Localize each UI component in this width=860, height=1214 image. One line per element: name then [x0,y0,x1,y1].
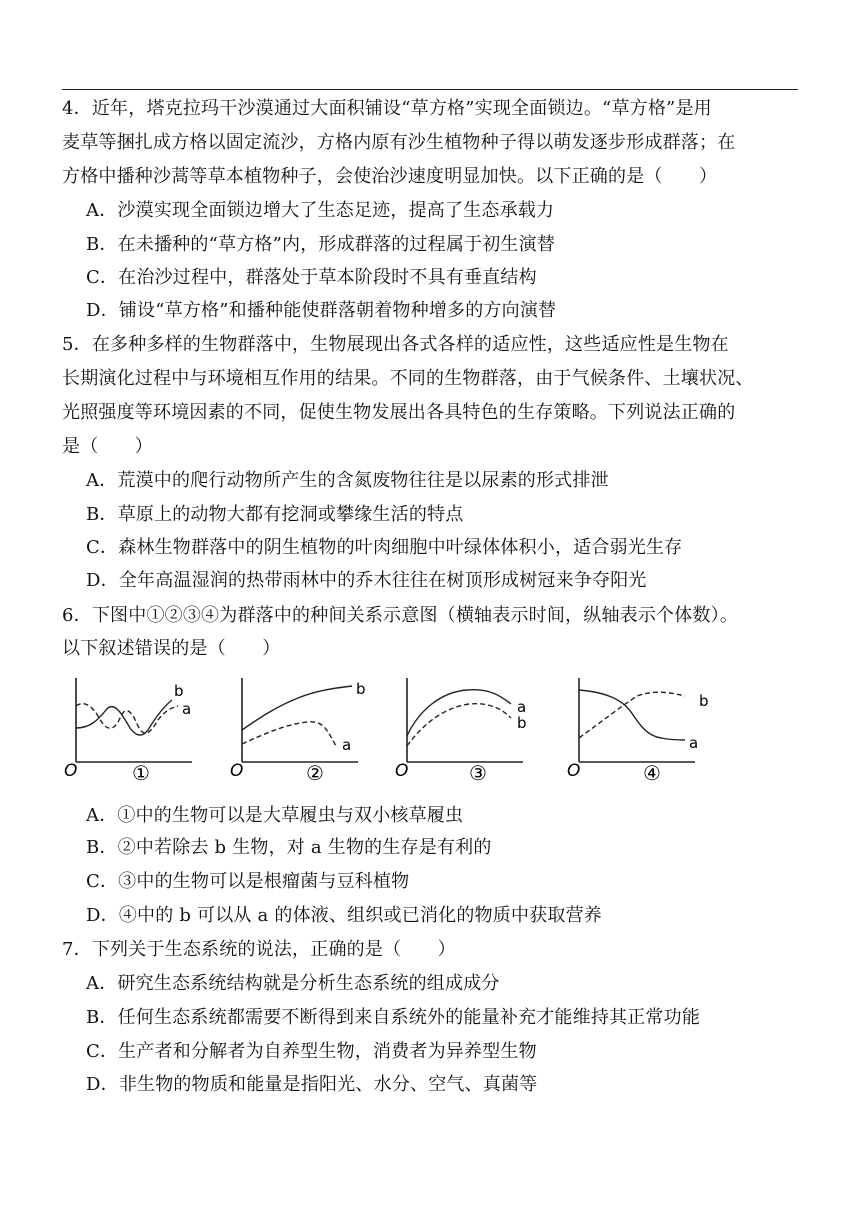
q6-stem-line-2: 以下叙述错误的是（ ） [62,638,281,659]
label-a: a [182,700,192,718]
figure-number: ② [306,761,324,785]
header-rule [62,89,798,90]
q5-stem-line-3: 光照强度等环境因素的不同，促使生物发展出各具特色的生存策略。下列说法正确的 [62,402,736,423]
origin-label: O [395,761,409,781]
q6-option-a: A．①中的生物可以是大草履虫与双小核草履虫 [86,805,464,826]
curve-a [76,704,178,733]
curve-a [579,690,685,740]
figure-4 [565,672,715,784]
curve-b [579,692,685,738]
curve-b [407,704,511,746]
q4-option-d: D．铺设“草方格”和播种能使群落朝着物种增多的方向演替 [86,300,557,321]
q6-stem-line-1: 6．下图中①②③④为群落中的种间关系示意图（横轴表示时间，纵轴表示个体数）。 [62,605,739,626]
q6-option-b: B．②中若除去 b 生物，对 a 生物的生存是有利的 [86,837,492,858]
q6-option-c: C．③中的生物可以是根瘤菌与豆科植物 [86,871,410,892]
q5-option-b: B．草原上的动物大都有挖洞或攀缘生活的特点 [86,504,464,525]
figure-2 [228,672,378,784]
curve-b [76,700,172,735]
label-a: a [689,734,699,752]
label-b: b [699,692,709,710]
figure-3 [393,672,543,784]
label-a: a [342,736,352,754]
q7-option-d: D．非生物的物质和能量是指阳光、水分、空气、真菌等 [86,1074,538,1095]
q5-stem-line-2: 长期演化过程中与环境相互作用的结果。不同的生物群落，由于气候条件、土壤状况、 [62,368,754,389]
figure-1 [62,672,212,784]
q7-option-a: A．研究生态系统结构就是分析生态系统的组成成分 [86,973,500,994]
q7-option-c: C．生产者和分解者为自养型生物，消费者为异养型生物 [86,1041,537,1062]
q4-option-a: A．沙漠实现全面锁边增大了生态足迹，提高了生态承载力 [86,200,555,221]
q4-option-c: C．在治沙过程中，群落处于草本阶段时不具有垂直结构 [86,267,537,288]
curve-a [242,722,336,746]
label-a: a [517,698,527,716]
q6-option-d: D．④中的 b 可以从 a 的体液、组织或已消化的物质中获取营养 [86,905,602,926]
curve-a [407,690,511,736]
q7-option-b: B．任何生态系统都需要不断得到来自系统外的能量补充才能维持其正常功能 [86,1007,701,1028]
q5-option-a: A．荒漠中的爬行动物所产生的含氮废物往往是以尿素的形式排泄 [86,470,609,491]
origin-label: O [230,761,244,781]
figure-number: ④ [643,761,661,785]
figure-number: ③ [469,761,487,785]
q4-stem-line-3: 方格中播种沙蒿等草本植物种子，会使治沙速度明显加快。以下正确的是（ ） [62,166,718,187]
origin-label: O [567,761,581,781]
q7-stem-line-1: 7．下列关于生态系统的说法，正确的是（ ） [62,939,456,960]
label-b: b [174,682,184,700]
label-b: b [517,714,527,732]
q5-stem-line-4: 是（ ） [62,436,153,457]
q4-stem-line-2: 麦草等捆扎成方格以固定流沙，方格内原有沙生植物种子得以萌发逐步形成群落；在 [62,132,736,153]
q5-option-c: C．森林生物群落中的阴生植物的叶肉细胞中叶绿体体积小，适合弱光生存 [86,537,683,558]
q4-option-b: B．在未播种的“草方格”内，形成群落的过程属于初生演替 [86,234,556,255]
q4-stem-line-1: 4．近年，塔克拉玛干沙漠通过大面积铺设“草方格”实现全面锁边。“草方格”是用 [62,98,712,119]
figure-number: ① [132,761,150,785]
q5-stem-line-1: 5．在多种多样的生物群落中，生物展现出各式各样的适应性，这些适应性是生物在 [62,334,729,355]
origin-label: O [64,761,78,781]
q5-option-d: D．全年高温湿润的热带雨林中的乔木往往在树顶形成树冠来争夺阳光 [86,570,647,591]
label-b: b [356,680,366,698]
